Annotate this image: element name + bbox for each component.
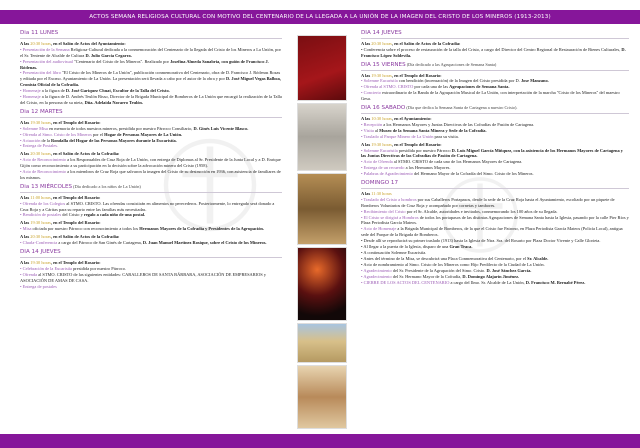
item-text: al STMO. CRISTO de cada uno de los Hermanos Mayores de Cartagena. <box>392 159 523 165</box>
session-location: , en el Salón de Actos del Ayuntamiento: <box>50 40 126 46</box>
item-link-text: • Misa <box>20 226 32 232</box>
session-prefix: A las <box>20 234 31 240</box>
program-item <box>20 226 282 232</box>
program-item <box>20 157 282 169</box>
session-location: , en el Salón de Actos de la Cofradía: <box>50 151 120 157</box>
day-heading <box>20 30 282 39</box>
item-link-text: • Acto de Reconocimiento <box>20 157 67 163</box>
day-title: DIA 16 SABADO <box>361 105 406 112</box>
session-location: , en el Templo del Rosario: <box>391 72 442 78</box>
session-prefix: A las <box>20 151 31 157</box>
day-note: (Día que dedica la Semana Santa de Cartagena a nuestro Cristo). <box>405 105 518 111</box>
session-location: , en el Ayuntamiento: <box>391 115 432 121</box>
item-text: a los miembros de Cruz Roja que salvaron la imagen del Cristo de su destrucción en 1936, con asistencia de familiares de los mismos. <box>20 169 281 180</box>
item-link-text: • Bendición de postales <box>20 212 62 218</box>
day-note: (Día dedicado a las Agrupaciones de Semana Santa) <box>405 61 497 67</box>
program-item <box>20 47 282 59</box>
item-link-text: • Presentación del audiovisual <box>20 58 73 64</box>
program-item <box>20 272 282 284</box>
item-bold-text: D. Luis Miguel García Miñquez, con la asistencia de los Hermanos Mayores de Cartagena y las Juntas Directivas de las Cofradías de Pasión de Cartagena. <box>361 147 623 159</box>
item-text: de la <box>40 137 52 143</box>
item-bold-text: Sr. Alcalde. <box>527 255 549 261</box>
session-location: , en el Templo del Rosario: <box>50 119 101 125</box>
item-link-text: • Celebración de la Eucaristía <box>20 265 73 271</box>
session-prefix: A las <box>361 190 372 196</box>
item-link-text: • Presentación del libro <box>20 70 61 76</box>
item-link-text: • CIERRE DE LOS ACTOS DEL CENTENARIO <box>361 279 450 285</box>
item-link-text: • Solemne Eucaristía <box>361 78 398 84</box>
session-time: 20:30 horas <box>30 151 51 157</box>
program-item <box>361 47 629 59</box>
item-bold-text: D. José Gariquez Chuat, Escultor de la Talla del Cristo. <box>65 88 170 94</box>
session-time: 11:00 horas <box>30 194 51 200</box>
item-text: con bendición (incensación) de la Imagen del Cristo presidida por D. <box>397 78 521 84</box>
session-time: 19:30 horas <box>371 72 392 78</box>
program-item <box>361 90 629 102</box>
day-title: Dia 13 MIÉRCOLES <box>20 183 73 190</box>
session-prefix: A las <box>20 259 31 265</box>
item-text: por el <box>91 131 105 137</box>
item-bold-text: Museo de la Semana Santa Minera y Sede de la Cofradía. <box>379 127 487 133</box>
item-bold-text: Jose Manzano. <box>520 78 549 84</box>
item-bold-text: D. Domingo Alajarín Jiménez. <box>462 273 520 279</box>
item-bold-text: Hermanos Mayores de la Cofradía y Presidentes de la Agrupación. <box>139 226 264 232</box>
item-link-text: • Palabras de Agradecimiento <box>361 171 413 177</box>
item-bold-text: D. Julio García Cegarra. <box>85 52 132 58</box>
item-text: del Sr. Hermano Mayor de la Cofradía, <box>391 273 463 279</box>
program-item <box>20 169 282 181</box>
item-link-text: • Recibimiento del Cristo <box>361 208 406 214</box>
item-text: de todos los portapasos de las distintas Agrupaciones de Semana Santa hasta la Iglesia, pasando por la calle Pier Ríos y Plaza Periodista García Mateos. <box>361 214 629 226</box>
session-location: , en el Templo del Rosario: <box>50 259 101 265</box>
item-link-text: • Traslado del Cristo a hombros <box>361 196 417 202</box>
item-text: por el Sr. Alcalde, autoridades e invitados, conmemorando los 100 años de su llegada. <box>405 208 558 214</box>
item-link-text: • Recepción <box>361 121 383 127</box>
item-link-text: • Charla-Conferencia <box>20 240 58 246</box>
book-cover-photo <box>297 35 347 101</box>
item-text: en memoria de todos nuestros mineros, presidida por nuestro Párroco Consiliario, <box>47 125 194 131</box>
item-text: al STMO. CRISTO. Las ofrendas consistirán en alimentos no perecederos. Posteriormente, lo entregado será donado a Cruz Roja y a Cáritas para su reparto entre las familias más necesitadas. <box>20 200 275 212</box>
day-heading <box>20 249 282 258</box>
page-title: ACTOS SEMANA RELIGIOSA CULTURAL CON MOTIVO DEL CENTENARIO DE LA LLEGADA A LA UNIÓN DE LA IMAGEN DEL CRISTO DE LOS MINEROS (1913-2013) <box>89 14 551 20</box>
item-text: del Hermano Mayor de la Cofradía del Stmo. Cristo de los Mineros. <box>412 171 534 177</box>
item-link-text: • Agradecimiento <box>361 267 392 273</box>
night-procession-photo <box>297 247 347 321</box>
program-item <box>361 171 629 177</box>
item-text: a la figura de D. Andrés Teulón Bisso, Director de la Brigada Municipal de Bomberos de La Unión que encargó la realización de la Talla del Cristo, en la persona de su nieta, <box>20 94 282 105</box>
program-item <box>361 280 629 286</box>
item-bold-text: D. Ginés Luis Vicente Blasco. <box>193 125 249 131</box>
item-text: presidida por nuestro Párroco. <box>72 265 127 271</box>
day-note: (Día dedicado a los niños de La Unión) <box>72 183 141 189</box>
day-heading <box>20 109 282 118</box>
session-location: , en el Templo del Rosario: <box>50 220 101 226</box>
item-link-text: • Entrega de un recuerdo <box>361 165 405 171</box>
day-title: Dia 12 MARTES <box>20 108 63 115</box>
program-item <box>361 226 629 238</box>
item-text: a los Hermanos Mayores. <box>404 165 451 171</box>
program-item <box>20 70 282 88</box>
item-link-text: • Ofrenda de los Colegios <box>20 200 66 206</box>
item-text: • Acto de nombramiento al Stmo. Cristo de los Mineros como Hijo Predilecto de la Ciudad de La Unión. <box>361 261 545 267</box>
session-prefix: A las <box>361 115 372 121</box>
session-time: 11:30 horas <box>371 190 392 196</box>
item-bold-text: D. José Sánchez García. <box>486 267 532 273</box>
item-bold-text: regalo a cada niño de una postal. <box>83 212 146 218</box>
item-link-text: • Homenaje <box>20 94 41 100</box>
item-link-text: • Actuación <box>20 137 41 143</box>
item-text: al <box>373 127 380 133</box>
day-title: DIA 14 JUEVES <box>361 30 402 36</box>
session-time: 10:30 horas <box>371 115 392 121</box>
session-prefix: A las <box>361 72 372 78</box>
item-text: presidida por nuestro Párroco <box>397 147 452 153</box>
program-item <box>20 284 282 290</box>
item-bold-text: D. Francisco López Soldevila. <box>361 46 626 58</box>
session-location: , en el Salón de Actos de la Cofradía: <box>391 40 461 46</box>
session-time: 20:30 horas <box>371 40 392 46</box>
day-heading <box>361 105 629 114</box>
item-bold-text: D. Juan Manuel Martínez Rosique, sobre el Cristo de los Mineros. <box>142 240 267 246</box>
session-prefix: A las <box>361 40 372 46</box>
footer-bar <box>0 434 640 448</box>
session-prefix: A las <box>20 194 31 200</box>
item-link-text: • Acto de Ofrenda <box>361 159 393 165</box>
church-facade-photo <box>297 323 347 363</box>
session-prefix: A las <box>361 141 372 147</box>
crucifix-bw-photo <box>297 103 347 171</box>
program-right-column <box>361 27 629 285</box>
program-item <box>361 215 629 227</box>
session-time: 19:30 horas <box>30 119 51 125</box>
item-bold-text: Dña. Adelaida Navarro Teulón. <box>84 99 143 105</box>
item-link-text: • Entrega de postales <box>20 283 57 289</box>
item-text: para su visita. <box>433 133 459 139</box>
session-time: 19:30 horas <box>30 220 51 226</box>
item-text: del Cristo y <box>61 212 84 218</box>
day-heading <box>361 30 629 39</box>
top-margin <box>0 0 640 9</box>
item-bold-text: Gran Traca. <box>449 244 473 250</box>
item-bold-text: Hogar de Personas Mayores de La Unión. <box>104 131 183 137</box>
program-item <box>20 94 282 106</box>
item-text: a la Brigada Municipal de Bomberos, de la que el Cristo fue Patrono, en Plaza Periodista García Mateos (Policía Local), antigua sede del Parque de la Brigada de Bomberos. <box>361 226 623 238</box>
session-time: 20:30 horas <box>30 234 51 240</box>
item-link-text: • Presentación de la Semana <box>20 46 70 52</box>
item-text: • Antes del término de la Misa, se descubrirá una Placa Conmemorativa del Centenario, por el <box>361 255 528 261</box>
item-bold-text: Rondalla del Hogar de las Personas Mayores durante la Eucaristía. <box>51 137 177 143</box>
program-item <box>361 134 629 140</box>
item-text: por sus Caballeros Portapasos, desde la sede de la Cruz Roja hasta el Ayuntamiento, escoltado por un piquete de Bomberos Voluntarios de Cruz Roja y acompañado por cornetas y tambores. <box>361 196 615 208</box>
session-prefix: A las <box>20 40 31 46</box>
program-item <box>20 240 282 246</box>
item-text: del Sr. Presidente de la Agrupación del Stmo. Cristo. <box>391 267 487 273</box>
photo-strip <box>297 35 347 431</box>
item-link-text: • Solemne Misa <box>20 125 48 131</box>
item-link-text: • Concierto <box>361 90 381 96</box>
item-text: a los Responsables de Cruz Roja de La Unión, con entrega de Diplomas al Sr. Presidente de la Junta Local y a D. Enrique Gijón como reconocimiento a su participación en la decisión sobre la advocación minera del Cristo (1958). <box>20 157 281 169</box>
program-item <box>20 212 282 218</box>
program-item <box>361 197 629 209</box>
day-title: DIA 14 JUEVES <box>20 249 61 255</box>
item-text: por cada una de las <box>413 84 450 90</box>
item-text: a cargo del Párroco de San Ginés de Cartagena, <box>57 240 143 246</box>
item-link-text: • Ofrenda <box>20 271 38 277</box>
item-link-text: • Acto de Homenaje <box>361 226 397 232</box>
item-bold-text: Agrupaciones de Semana Santa. <box>449 84 510 90</box>
session-location: , en el Templo del Rosario: <box>391 141 442 147</box>
item-link-text: • Traslado al Parque Minero de La Unión <box>361 133 434 139</box>
day-title: Dia 11 LUNES <box>20 30 59 36</box>
session-time: 20:30 horas <box>30 40 51 46</box>
item-text: "El Cristo de los Mineros de La Unión", publicación conmemorativa del Centenario, obra de D. Francisco J. Ródenas Rozas y editada por el Excmo. Ayuntamiento de La Unión. La presentación será llevada a cabo por el autor de la obra y por <box>20 70 281 82</box>
item-text: al STMO. CRISTO de las siguientes entidades: CABALLEROS DE SANTA BÁRBARA, ASOCIACIÓN DE EMPRESARIOS y ASOCIACIÓN DE AMAS DE CASA. <box>20 271 267 283</box>
session-prefix: A las <box>20 220 31 226</box>
day-heading <box>20 184 282 193</box>
item-bold-text: D. José Miguel Vegas Balboa, Cronista Oficial de la Cofradía. <box>20 76 281 88</box>
item-text: • A continuación Solemne Eucaristía. <box>361 250 427 255</box>
item-link-text: • Ofrenda al Stmo. Cristo de los Mineros <box>20 131 92 137</box>
item-bold-text: D. Francisco M. Bernabé Pérez. <box>525 279 586 285</box>
day-title: DOMINGO 17 <box>361 180 399 187</box>
program-item <box>20 201 282 213</box>
program-item <box>20 143 282 149</box>
old-group-photo <box>297 173 347 245</box>
item-text: a los Hermanos Mayores y Juntas Directivas de las Cofradías de Pasión de Cartagena. <box>382 121 535 127</box>
item-text: • Desde allí se reproducirá su primer traslado (1913) hasta la Iglesia de Ntra. Sra. del Rosario por Plaza Doctor Vivente y Calle Glorieta. <box>361 238 601 244</box>
session-location: , en el Salón de Actos de la Cofradía: <box>50 234 120 240</box>
item-link-text: • Ofrenda al STMO. CRISTO <box>361 84 414 90</box>
session-location: , en el Templo del Rosario: <box>50 194 101 200</box>
item-text: • Conferencia sobre el proceso de restauración de la talla del Cristo, a cargo del Director del Centro Regional de Restauración de Bienes Culturales, <box>361 46 622 52</box>
item-bold-text: Josefina Almeda Sanabria, con guión de Francisco J. Ródenas. <box>20 58 269 70</box>
item-link-text: • Agradecimiento <box>361 273 392 279</box>
day-heading <box>361 62 629 71</box>
item-text: extraordinario de la Banda de la Agrupación Musical de La Unión, con interpretación de la marcha "Cristo de los Mineros" del maestro Gesa. <box>361 90 620 102</box>
program-item <box>361 148 629 160</box>
program-left-column <box>20 27 282 289</box>
item-link-text: • Visita <box>361 127 374 133</box>
session-prefix: A las <box>20 119 31 125</box>
item-text: "Centenario del Cristo de los Mineros". Realizado por <box>72 58 171 64</box>
item-link-text: • Acto de Reconocimiento <box>20 169 67 175</box>
item-link-text: • Homenaje <box>20 88 41 94</box>
session-time: 19:30 horas <box>30 259 51 265</box>
day-heading <box>361 180 629 189</box>
item-text: oficiada por nuestro Párroco con reconocimiento a todos los <box>31 226 140 232</box>
item-text: a cargo del Ilmo. Sr. Alcalde de La Unión, <box>449 279 526 285</box>
page-title-bar <box>0 10 640 24</box>
item-text: Religiosa-Cultural dedicada a la conmemoración del Centenario de la llegada del Cristo de los Mineros a La Unión, por el Sr. Teniente de Alcalde de Cultura <box>20 46 281 58</box>
day-title: DIA 15 VIERNES <box>361 61 406 68</box>
item-link-text: • Solemne Eucaristía <box>361 147 398 153</box>
altar-crucifix-photo <box>297 365 347 429</box>
item-link-text: • El Cristo se dirigirá a Hombros <box>361 214 419 220</box>
item-text: • Al llegar a la puerta de la Iglesia, disparo de una <box>361 244 450 250</box>
item-link-text: • Entrega de Postales. <box>20 143 59 149</box>
session-time: 19:30 horas <box>371 141 392 147</box>
program-item <box>20 59 282 71</box>
item-text: a la figura de <box>40 88 66 94</box>
